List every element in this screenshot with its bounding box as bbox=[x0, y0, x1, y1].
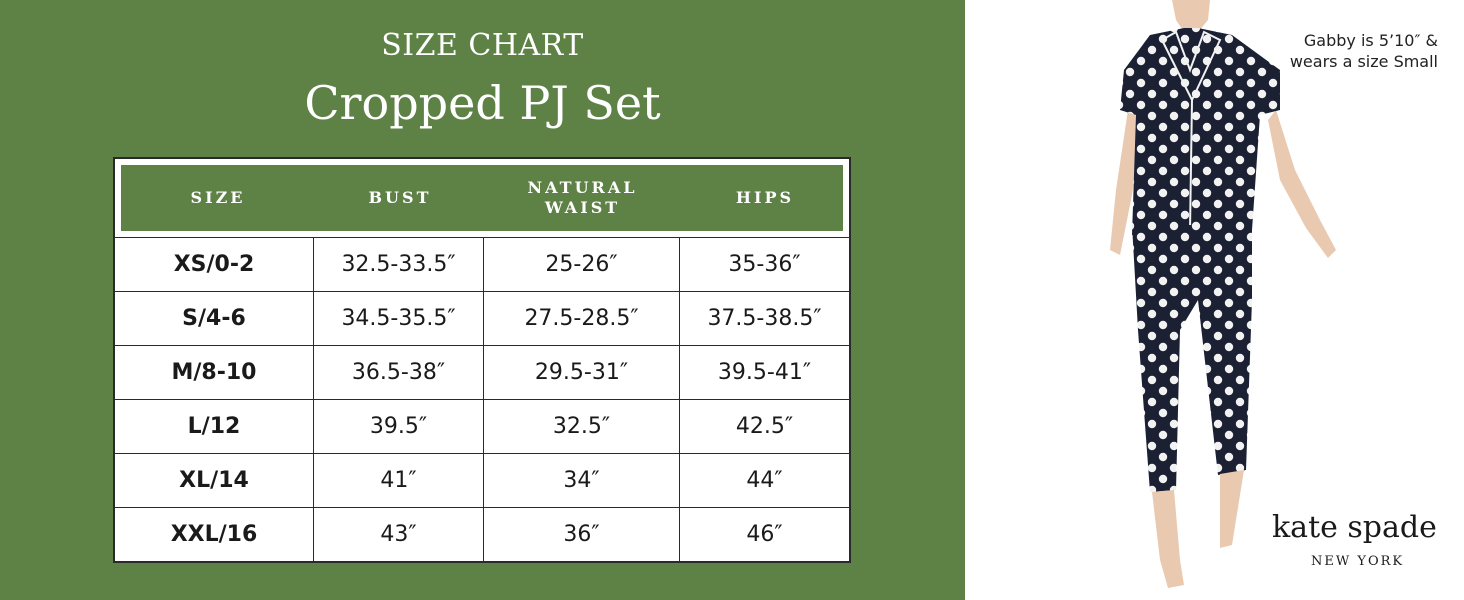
brand-logo-location: NEW YORK bbox=[1311, 554, 1405, 569]
model-note-line-2: wears a size Small bbox=[1289, 52, 1438, 71]
cell-natural-waist: 32.5″ bbox=[483, 400, 679, 453]
table-row bbox=[115, 291, 849, 345]
brand-logo-name: kate spade bbox=[1272, 510, 1437, 545]
table-row bbox=[115, 345, 849, 399]
table-row bbox=[115, 507, 849, 561]
size-table bbox=[113, 157, 851, 563]
cell-hips: 42.5″ bbox=[679, 400, 849, 453]
model-note-line-1: Gabby is 5’10″ & bbox=[1303, 31, 1438, 50]
cell-natural-waist: 34″ bbox=[483, 454, 679, 507]
cell-size: M/8-10 bbox=[171, 360, 257, 385]
size-chart-heading: SIZE CHART bbox=[381, 28, 584, 63]
cell-size: L/12 bbox=[187, 414, 241, 439]
cell-bust: 34.5-35.5″ bbox=[313, 292, 483, 345]
header-bust: BUST bbox=[368, 188, 432, 207]
cell-bust: 43″ bbox=[313, 508, 483, 561]
cell-hips: 46″ bbox=[679, 508, 849, 561]
cell-bust: 36.5-38″ bbox=[313, 346, 483, 399]
cell-bust: 41″ bbox=[313, 454, 483, 507]
cell-natural-waist: 27.5-28.5″ bbox=[483, 292, 679, 345]
header-hips: HIPS bbox=[735, 188, 795, 207]
cell-size: XS/0-2 bbox=[173, 252, 255, 277]
product-title: Cropped PJ Set bbox=[304, 76, 661, 130]
table-header bbox=[121, 165, 843, 231]
cell-hips: 37.5-38.5″ bbox=[679, 292, 849, 345]
cell-bust: 39.5″ bbox=[313, 400, 483, 453]
cell-size: XXL/16 bbox=[170, 522, 258, 547]
header-natural-waist: NATURAL WAIST bbox=[527, 178, 638, 217]
cell-natural-waist: 25-26″ bbox=[483, 238, 679, 291]
cell-size: XL/14 bbox=[179, 468, 249, 493]
header-size: SIZE bbox=[190, 188, 246, 207]
cell-natural-waist: 29.5-31″ bbox=[483, 346, 679, 399]
table-row bbox=[115, 453, 849, 507]
table-row bbox=[115, 399, 849, 453]
cell-hips: 39.5-41″ bbox=[679, 346, 849, 399]
cell-bust: 32.5-33.5″ bbox=[313, 238, 483, 291]
cell-size: S/4-6 bbox=[182, 306, 246, 331]
table-row bbox=[115, 237, 849, 291]
cell-hips: 35-36″ bbox=[679, 238, 849, 291]
cell-hips: 44″ bbox=[679, 454, 849, 507]
cell-natural-waist: 36″ bbox=[483, 508, 679, 561]
